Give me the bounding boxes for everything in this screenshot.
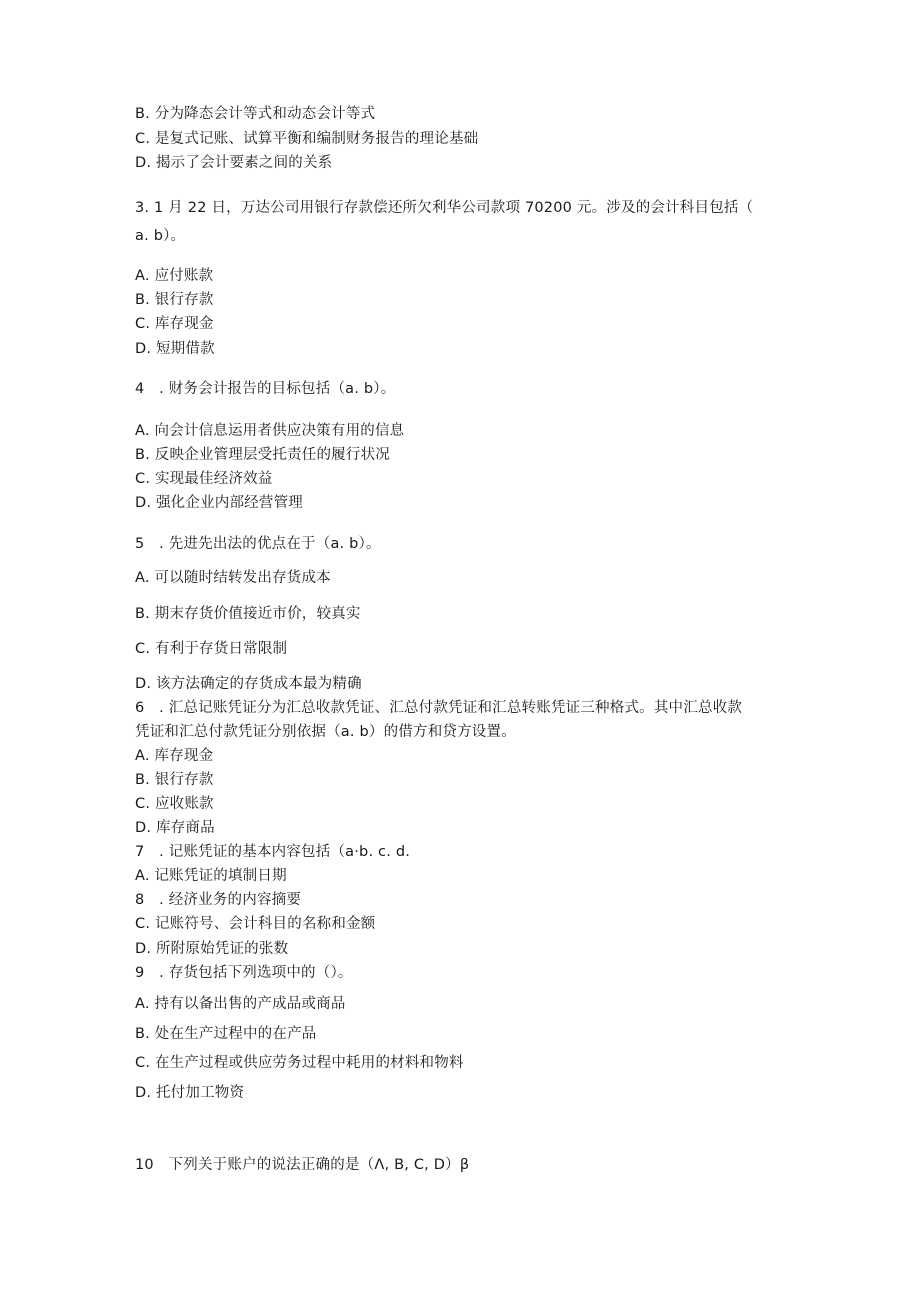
option-line: C. 在生产过程或供应劳务过程中耗用的材料和物料 bbox=[135, 1055, 464, 1071]
option-line: D. 库存商品 bbox=[135, 820, 215, 836]
question-line: 7 . 记账凭证的基本内容包括（a·b. c. d. bbox=[135, 844, 411, 860]
option-line: A. 可以随时结转发出存货成本 bbox=[135, 570, 331, 586]
option-line: D. 揭示了会计要素之间的关系 bbox=[135, 155, 333, 171]
option-line: A. 持有以备出售的产成品或商品 bbox=[135, 996, 346, 1012]
question-line: a. b）。 bbox=[135, 228, 186, 244]
option-line: A. 库存现金 bbox=[135, 748, 214, 764]
option-line: C. 记账符号、会计科目的名称和金额 bbox=[135, 916, 376, 932]
option-line: D. 托付加工物资 bbox=[135, 1085, 245, 1101]
option-line: B. 反映企业管理层受托责任的履行状况 bbox=[135, 447, 390, 463]
option-line: C. 有利于存货日常限制 bbox=[135, 641, 288, 657]
question-line: 10 下列关于账户的说法正确的是（Λ, B, C, D）β bbox=[135, 1157, 470, 1173]
option-line: D. 所附原始凭证的张数 bbox=[135, 941, 289, 957]
option-line: C. 应收账款 bbox=[135, 796, 214, 812]
option-line: 8 . 经济业务的内容摘要 bbox=[135, 892, 302, 908]
option-line: C. 库存现金 bbox=[135, 316, 214, 332]
option-line: A. 向会计信息运用者供应决策有用的信息 bbox=[135, 423, 405, 439]
question-line: 5 . 先进先出法的优点在于（a. b）。 bbox=[135, 536, 381, 552]
question-line: 4 . 财务会计报告的目标包括（a. b）。 bbox=[135, 381, 396, 397]
option-line: C. 是复式记账、试算平衡和编制财务报告的理论基础 bbox=[135, 131, 479, 147]
question-line: 凭证和汇总付款凭证分别依据（a. b）的借方和贷方设置。 bbox=[135, 724, 516, 740]
option-line: D. 短期借款 bbox=[135, 341, 215, 357]
question-line: 6 . 汇总记账凭证分为汇总收款凭证、汇总付款凭证和汇总转账凭证三种格式。其中汇总收款 bbox=[135, 700, 743, 716]
option-line: C. 实现最佳经济效益 bbox=[135, 471, 273, 487]
option-line: D. 强化企业内部经营管理 bbox=[135, 495, 303, 511]
option-line: A. 应付账款 bbox=[135, 268, 214, 284]
option-line: B. 处在生产过程中的在产品 bbox=[135, 1026, 317, 1042]
option-line: B. 银行存款 bbox=[135, 292, 214, 308]
option-line: D. 该方法确定的存货成本最为精确 bbox=[135, 676, 362, 692]
question-line: 3. 1 月 22 日，万达公司用银行存款偿还所欠利华公司款项 70200 元。涉及的会计科目包括（ bbox=[135, 200, 754, 216]
option-line: B. 分为降态会计等式和动态会计等式 bbox=[135, 106, 376, 122]
option-line: B. 期末存货价值接近市价，较真实 bbox=[135, 606, 361, 622]
option-line: B. 银行存款 bbox=[135, 772, 214, 788]
option-line: A. 记账凭证的填制日期 bbox=[135, 868, 287, 884]
question-line: 9 . 存货包括下列选项中的（）。 bbox=[135, 965, 353, 981]
